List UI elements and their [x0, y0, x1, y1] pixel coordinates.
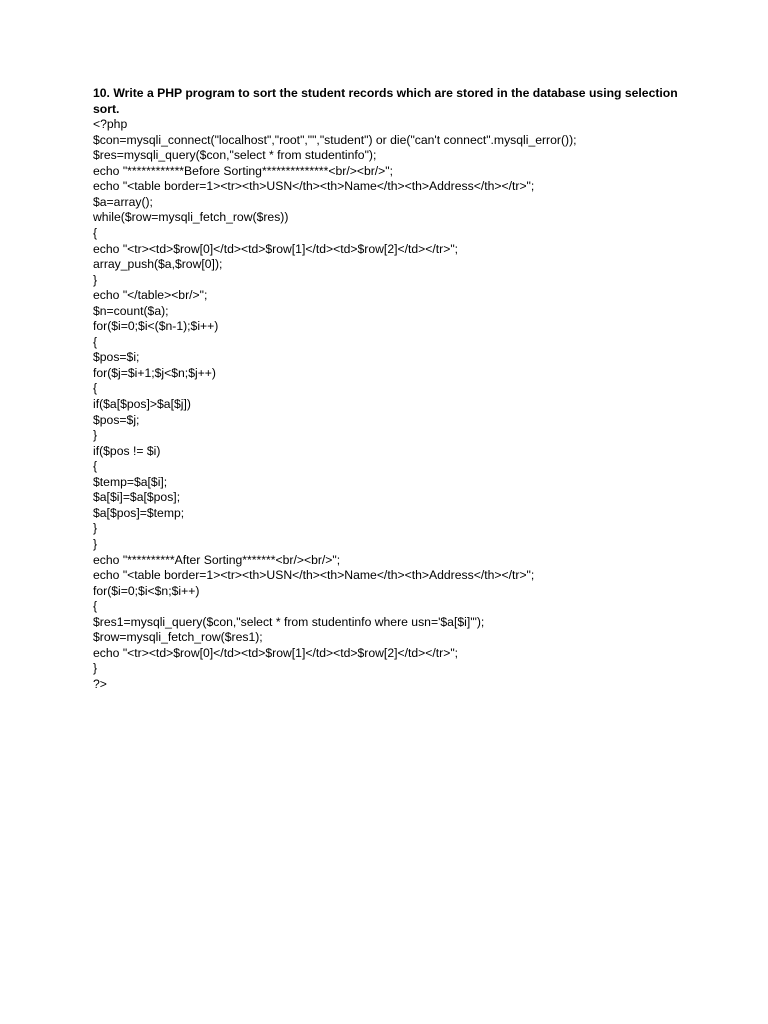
code-line: $row=mysqli_fetch_row($res1); — [93, 630, 263, 645]
code-line: $a[$pos]=$temp; — [93, 505, 185, 520]
code-line: { — [93, 599, 98, 614]
code-line: $a[$i]=$a[$pos]; — [93, 490, 181, 505]
code-line: $res1=mysqli_query($con,"select * from studentinfo where usn='$a[$i]'"); — [93, 614, 485, 629]
code-line: echo "<tr><td>$row[0]</td><td>$row[1]</td><td>$row[2]</td></tr>"; — [93, 645, 459, 660]
code-line: echo "************Before Sorting**************<br/><br/>"; — [93, 163, 393, 178]
code-line: } — [93, 536, 98, 551]
code-line: ?> — [93, 676, 107, 691]
code-line: } — [93, 272, 98, 287]
code-line: $pos=$i; — [93, 350, 140, 365]
php-code-block — [93, 117, 683, 692]
code-line: } — [93, 428, 98, 443]
code-line: { — [93, 459, 98, 474]
question-heading: 10. Write a PHP program to sort the student records which are stored in the database using selection sort. — [93, 86, 678, 116]
code-line: for($i=0;$i<$n;$i++) — [93, 583, 200, 598]
code-line: } — [93, 661, 98, 676]
code-line: { — [93, 381, 98, 396]
code-line: $temp=$a[$i]; — [93, 474, 168, 489]
code-line: { — [93, 334, 98, 349]
code-line: $pos=$j; — [93, 412, 140, 427]
code-line: for($i=0;$i<($n-1);$i++) — [93, 319, 219, 334]
document-content — [93, 86, 683, 692]
code-line: for($j=$i+1;$j<$n;$j++) — [93, 365, 216, 380]
code-line: <?php — [93, 117, 128, 132]
code-line: array_push($a,$row[0]); — [93, 257, 223, 272]
code-line: } — [93, 521, 98, 536]
code-line: echo "</table><br/>"; — [93, 288, 208, 303]
code-line: echo "<table border=1><tr><th>USN</th><th>Name</th><th>Address</th></tr>"; — [93, 568, 535, 583]
code-line: echo "<tr><td>$row[0]</td><td>$row[1]</td><td>$row[2]</td></tr>"; — [93, 241, 459, 256]
code-line: { — [93, 226, 98, 241]
code-line: $res=mysqli_query($con,"select * from studentinfo"); — [93, 148, 377, 163]
code-line: echo "**********After Sorting*******<br/><br/>"; — [93, 552, 341, 567]
code-line: echo "<table border=1><tr><th>USN</th><th>Name</th><th>Address</th></tr>"; — [93, 179, 535, 194]
code-line: while($row=mysqli_fetch_row($res)) — [93, 210, 289, 225]
code-line: $con=mysqli_connect("localhost","root","","student") or die("can't connect".mysqli_error()); — [93, 132, 577, 147]
code-line: if($pos != $i) — [93, 443, 161, 458]
code-line: $a=array(); — [93, 194, 153, 209]
code-line: if($a[$pos]>$a[$j]) — [93, 397, 191, 412]
code-line: $n=count($a); — [93, 303, 169, 318]
